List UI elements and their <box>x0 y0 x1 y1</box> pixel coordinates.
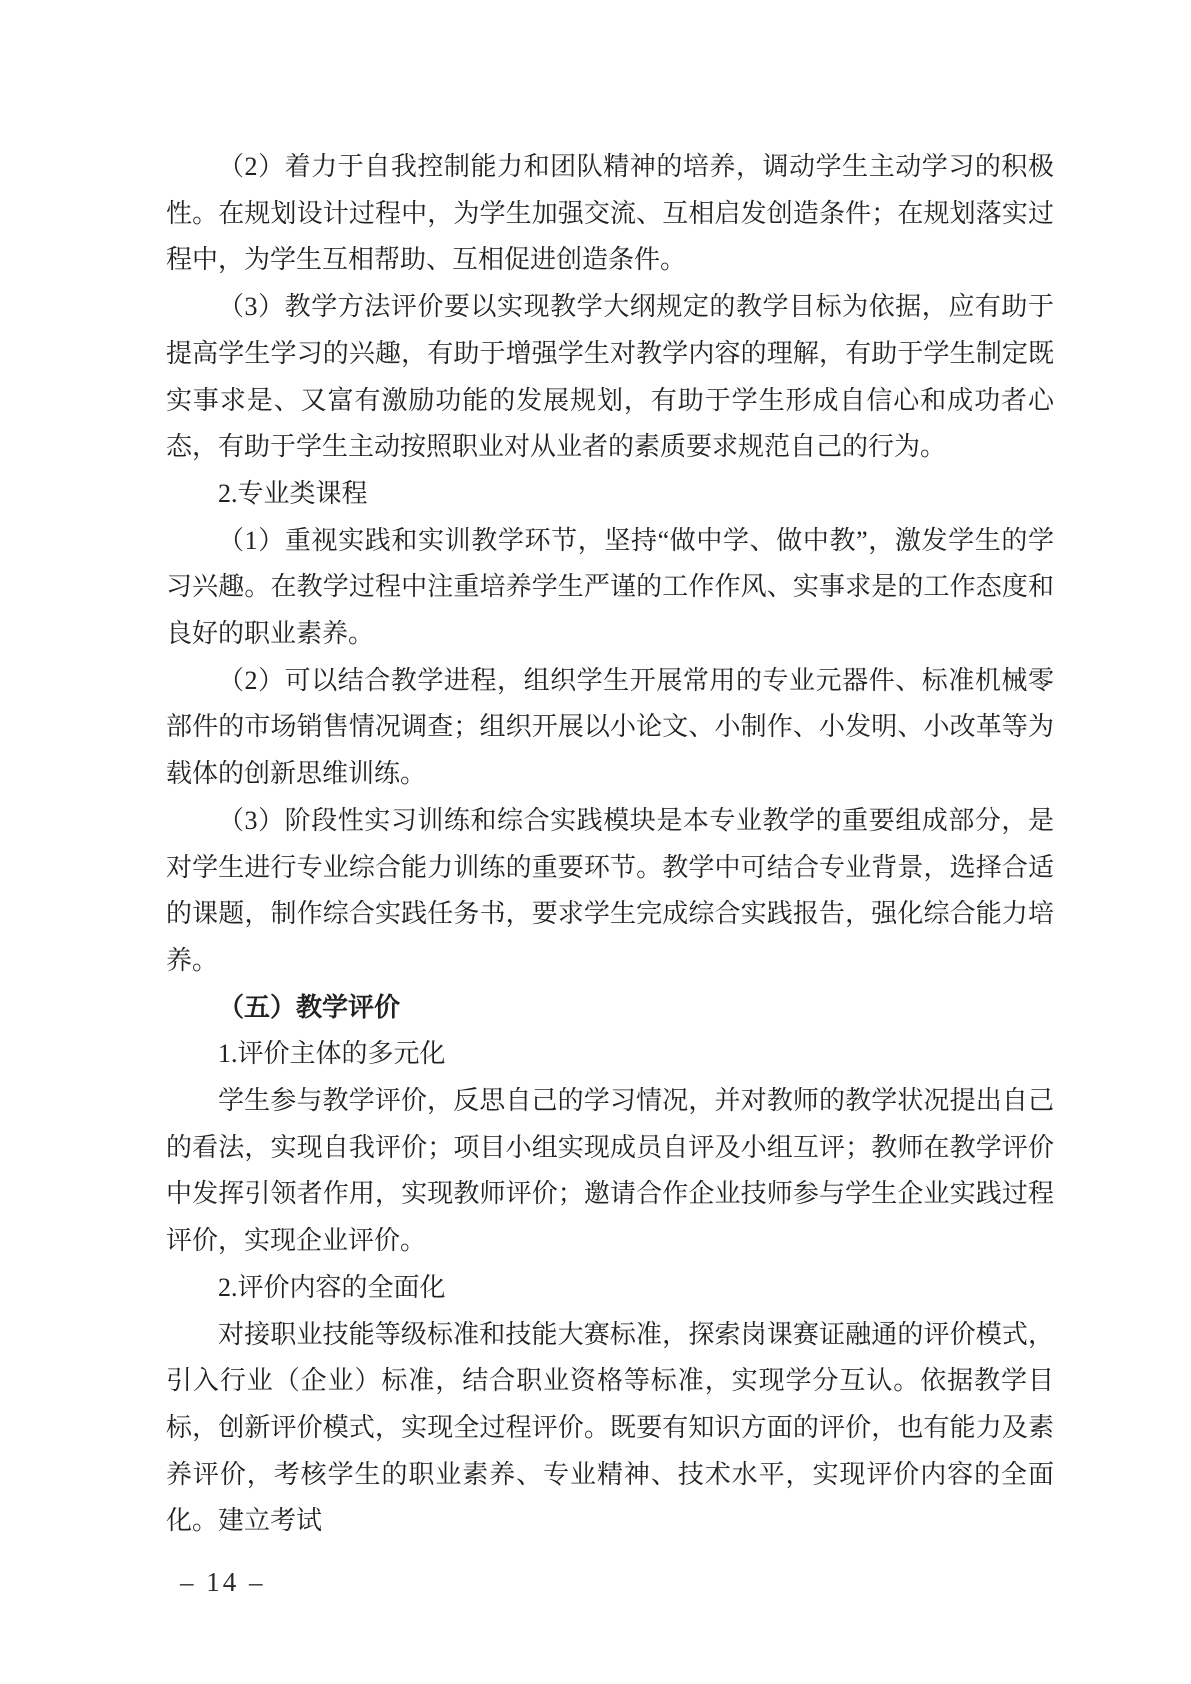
page-number: – 14 – <box>180 1567 266 1597</box>
paragraph: 学生参与教学评价，反思自己的学习情况，并对教师的教学状况提出自己的看法，实现自我评价；项目小组实现成员自评及小组互评；教师在教学评价中发挥引领者作用，实现教师评价；邀请合作企业技师参与学生企业实践过程评价，实现企业评价。 <box>166 1086 1054 1256</box>
paragraph: （3）阶段性实习训练和综合实践模块是本专业教学的重要组成部分，是对学生进行专业综合能力训练的重要环节。教学中可结合专业背景，选择合适的课题，制作综合实践任务书，要求学生完成综合实践报告，强化综合能力培养。 <box>166 805 1054 975</box>
document-body <box>166 144 1054 1545</box>
paragraph: 1.评价主体的多元化 <box>218 1039 446 1069</box>
paragraph: （1）重视实践和实训教学环节，坚持“做中学、做中教”，激发学生的学习兴趣。在教学过程中注重培养学生严谨的工作作风、实事求是的工作态度和良好的职业素养。 <box>166 525 1054 649</box>
paragraph: （2）可以结合教学进程，组织学生开展常用的专业元器件、标准机械零部件的市场销售情况调查；组织开展以小论文、小制作、小发明、小改革等为载体的创新思维训练。 <box>166 665 1054 789</box>
paragraph: 2.专业类课程 <box>218 478 368 508</box>
section-heading: （五）教学评价 <box>218 992 401 1022</box>
paragraph: 对接职业技能等级标准和技能大赛标准，探索岗课赛证融通的评价模式，引入行业（企业）标准，结合职业资格等标准，实现学分互认。依据教学目标，创新评价模式，实现全过程评价。既要有知识方面的评价，也有能力及素养评价，考核学生的职业素养、专业精神、技术水平，实现评价内容的全面化。建立考试 <box>166 1319 1054 1536</box>
paragraph: （3）教学方法评价要以实现教学大纲规定的教学目标为依据，应有助于提高学生学习的兴趣，有助于增强学生对教学内容的理解，有助于学生制定既实事求是、又富有激励功能的发展规划，有助于学生形成自信心和成功者心态，有助于学生主动按照职业对从业者的素质要求规范自己的行为。 <box>166 292 1054 462</box>
paragraph: （2）着力于自我控制能力和团队精神的培养，调动学生主动学习的积极性。在规划设计过程中，为学生加强交流、互相启发创造条件；在规划落实过程中，为学生互相帮助、互相促进创造条件。 <box>166 152 1054 275</box>
paragraph: 2.评价内容的全面化 <box>218 1272 446 1302</box>
